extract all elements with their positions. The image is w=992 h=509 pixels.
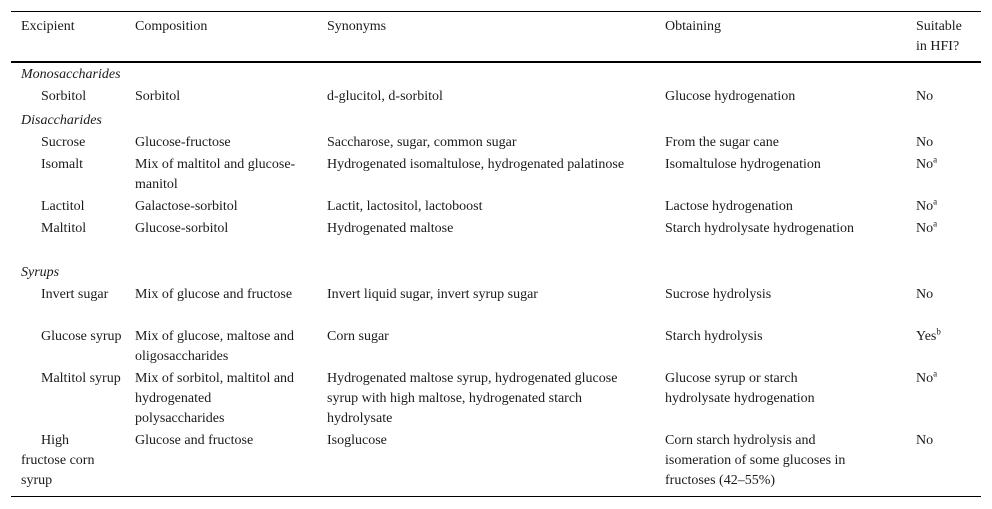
- row-isomalt-composition: Mix of maltitol and glucose-manitol: [135, 157, 296, 192]
- row-maltitol-obtaining: Starch hydrolysate hydrogenation: [665, 221, 854, 236]
- row-maltitol-syrup-composition: Mix of sorbitol, maltitol and hydrogenated polysaccharides: [135, 371, 295, 426]
- row-sorbitol-synonyms: d-glucitol, d-sorbitol: [327, 89, 443, 104]
- row-maltitol-syrup-excipient: Maltitol syrup: [41, 371, 121, 386]
- footnote-mark: b: [936, 326, 941, 337]
- row-isomalt-suitable: [916, 155, 976, 175]
- row-sucrose-synonyms: Saccharose, sugar, common sugar: [327, 135, 517, 150]
- header-suitable-line2: in HFI?: [916, 39, 960, 54]
- row-sorbitol-obtaining: Glucose hydrogenation: [665, 89, 796, 104]
- row-sucrose-excipient: Sucrose: [41, 135, 86, 150]
- section-syrups: Syrups: [21, 265, 60, 280]
- row-hfcs-composition: Glucose and fructose: [135, 433, 254, 448]
- row-glucose-syrup-composition: Mix of glucose, maltose and oligosaccharides: [135, 329, 295, 364]
- header-excipient: Excipient: [21, 19, 75, 34]
- row-maltitol-composition: Glucose-sorbitol: [135, 221, 229, 236]
- row-invert-sugar-obtaining: Sucrose hydrolysis: [665, 287, 772, 302]
- suitable-value: No: [916, 199, 934, 214]
- footnote-mark: a: [933, 196, 938, 207]
- suitable-value: No: [916, 157, 934, 172]
- footnote-mark: a: [933, 154, 938, 165]
- footnote-mark: a: [933, 218, 938, 229]
- row-glucose-syrup-excipient: Glucose syrup: [41, 329, 122, 344]
- row-invert-sugar-excipient: Invert sugar: [41, 287, 109, 302]
- row-sorbitol-excipient: Sorbitol: [41, 89, 87, 104]
- row-maltitol-syrup-obtaining: Glucose syrup or starch hydrolysate hydrogenation: [665, 371, 815, 406]
- header-synonyms: Synonyms: [327, 19, 387, 34]
- row-hfcs-suitable: [916, 431, 976, 451]
- row-hfcs-synonyms: Isoglucose: [327, 433, 387, 448]
- suitable-value: Yes: [916, 329, 937, 344]
- row-glucose-syrup-synonyms: Corn sugar: [327, 329, 389, 344]
- row-invert-sugar-composition: Mix of glucose and fructose: [135, 287, 293, 302]
- suitable-value: No: [916, 371, 934, 386]
- row-hfcs-excipient: High fructose corn syrup: [21, 433, 95, 488]
- row-sucrose-suitable: [916, 133, 976, 153]
- row-glucose-syrup-suitable: [916, 327, 976, 347]
- row-maltitol-synonyms: Hydrogenated maltose: [327, 221, 454, 236]
- footnote-mark: a: [933, 368, 938, 379]
- suitable-value: No: [916, 135, 934, 150]
- row-sucrose-obtaining: From the sugar cane: [665, 135, 779, 150]
- suitable-value: No: [916, 89, 934, 104]
- section-disaccharides: Disaccharides: [21, 113, 102, 128]
- row-lactitol-excipient: Lactitol: [41, 199, 85, 214]
- row-isomalt-obtaining: Isomaltulose hydrogenation: [665, 157, 821, 172]
- table-top-rule: [11, 11, 981, 12]
- header-obtaining: Obtaining: [665, 19, 721, 34]
- row-lactitol-synonyms: Lactit, lactositol, lactoboost: [327, 199, 483, 214]
- row-maltitol-syrup-synonyms: Hydrogenated maltose syrup, hydrogenated glucose syrup with high maltose, hydrogenated starch hydrolysate: [327, 371, 618, 426]
- row-glucose-syrup-obtaining: Starch hydrolysis: [665, 329, 763, 344]
- table-header-rule: [11, 61, 981, 63]
- row-invert-sugar-suitable: [916, 285, 976, 305]
- suitable-value: No: [916, 433, 934, 448]
- table-bottom-rule: [11, 496, 981, 497]
- row-lactitol-obtaining: Lactose hydrogenation: [665, 199, 793, 214]
- section-monosaccharides: Monosaccharides: [21, 67, 121, 82]
- suitable-value: No: [916, 287, 934, 302]
- row-isomalt-synonyms: Hydrogenated isomaltulose, hydrogenated palatinose: [327, 157, 625, 172]
- row-hfcs-obtaining: Corn starch hydrolysis and isomeration of some glucoses in fructoses (42–55%): [665, 433, 846, 488]
- row-sorbitol-composition: Sorbitol: [135, 89, 181, 104]
- row-isomalt-excipient: Isomalt: [41, 157, 83, 172]
- row-sorbitol-suitable: [916, 87, 976, 107]
- row-maltitol-syrup-suitable: [916, 369, 976, 389]
- row-maltitol-excipient: Maltitol: [41, 221, 87, 236]
- header-composition: Composition: [135, 19, 208, 34]
- header-suitable-line1: Suitable: [916, 19, 962, 34]
- header-suitable: [916, 17, 976, 57]
- row-invert-sugar-synonyms: Invert liquid sugar, invert syrup sugar: [327, 287, 538, 302]
- row-maltitol-suitable: [916, 219, 976, 239]
- row-lactitol-suitable: [916, 197, 976, 217]
- suitable-value: No: [916, 221, 934, 236]
- row-sucrose-composition: Glucose-fructose: [135, 135, 231, 150]
- row-lactitol-composition: Galactose-sorbitol: [135, 199, 238, 214]
